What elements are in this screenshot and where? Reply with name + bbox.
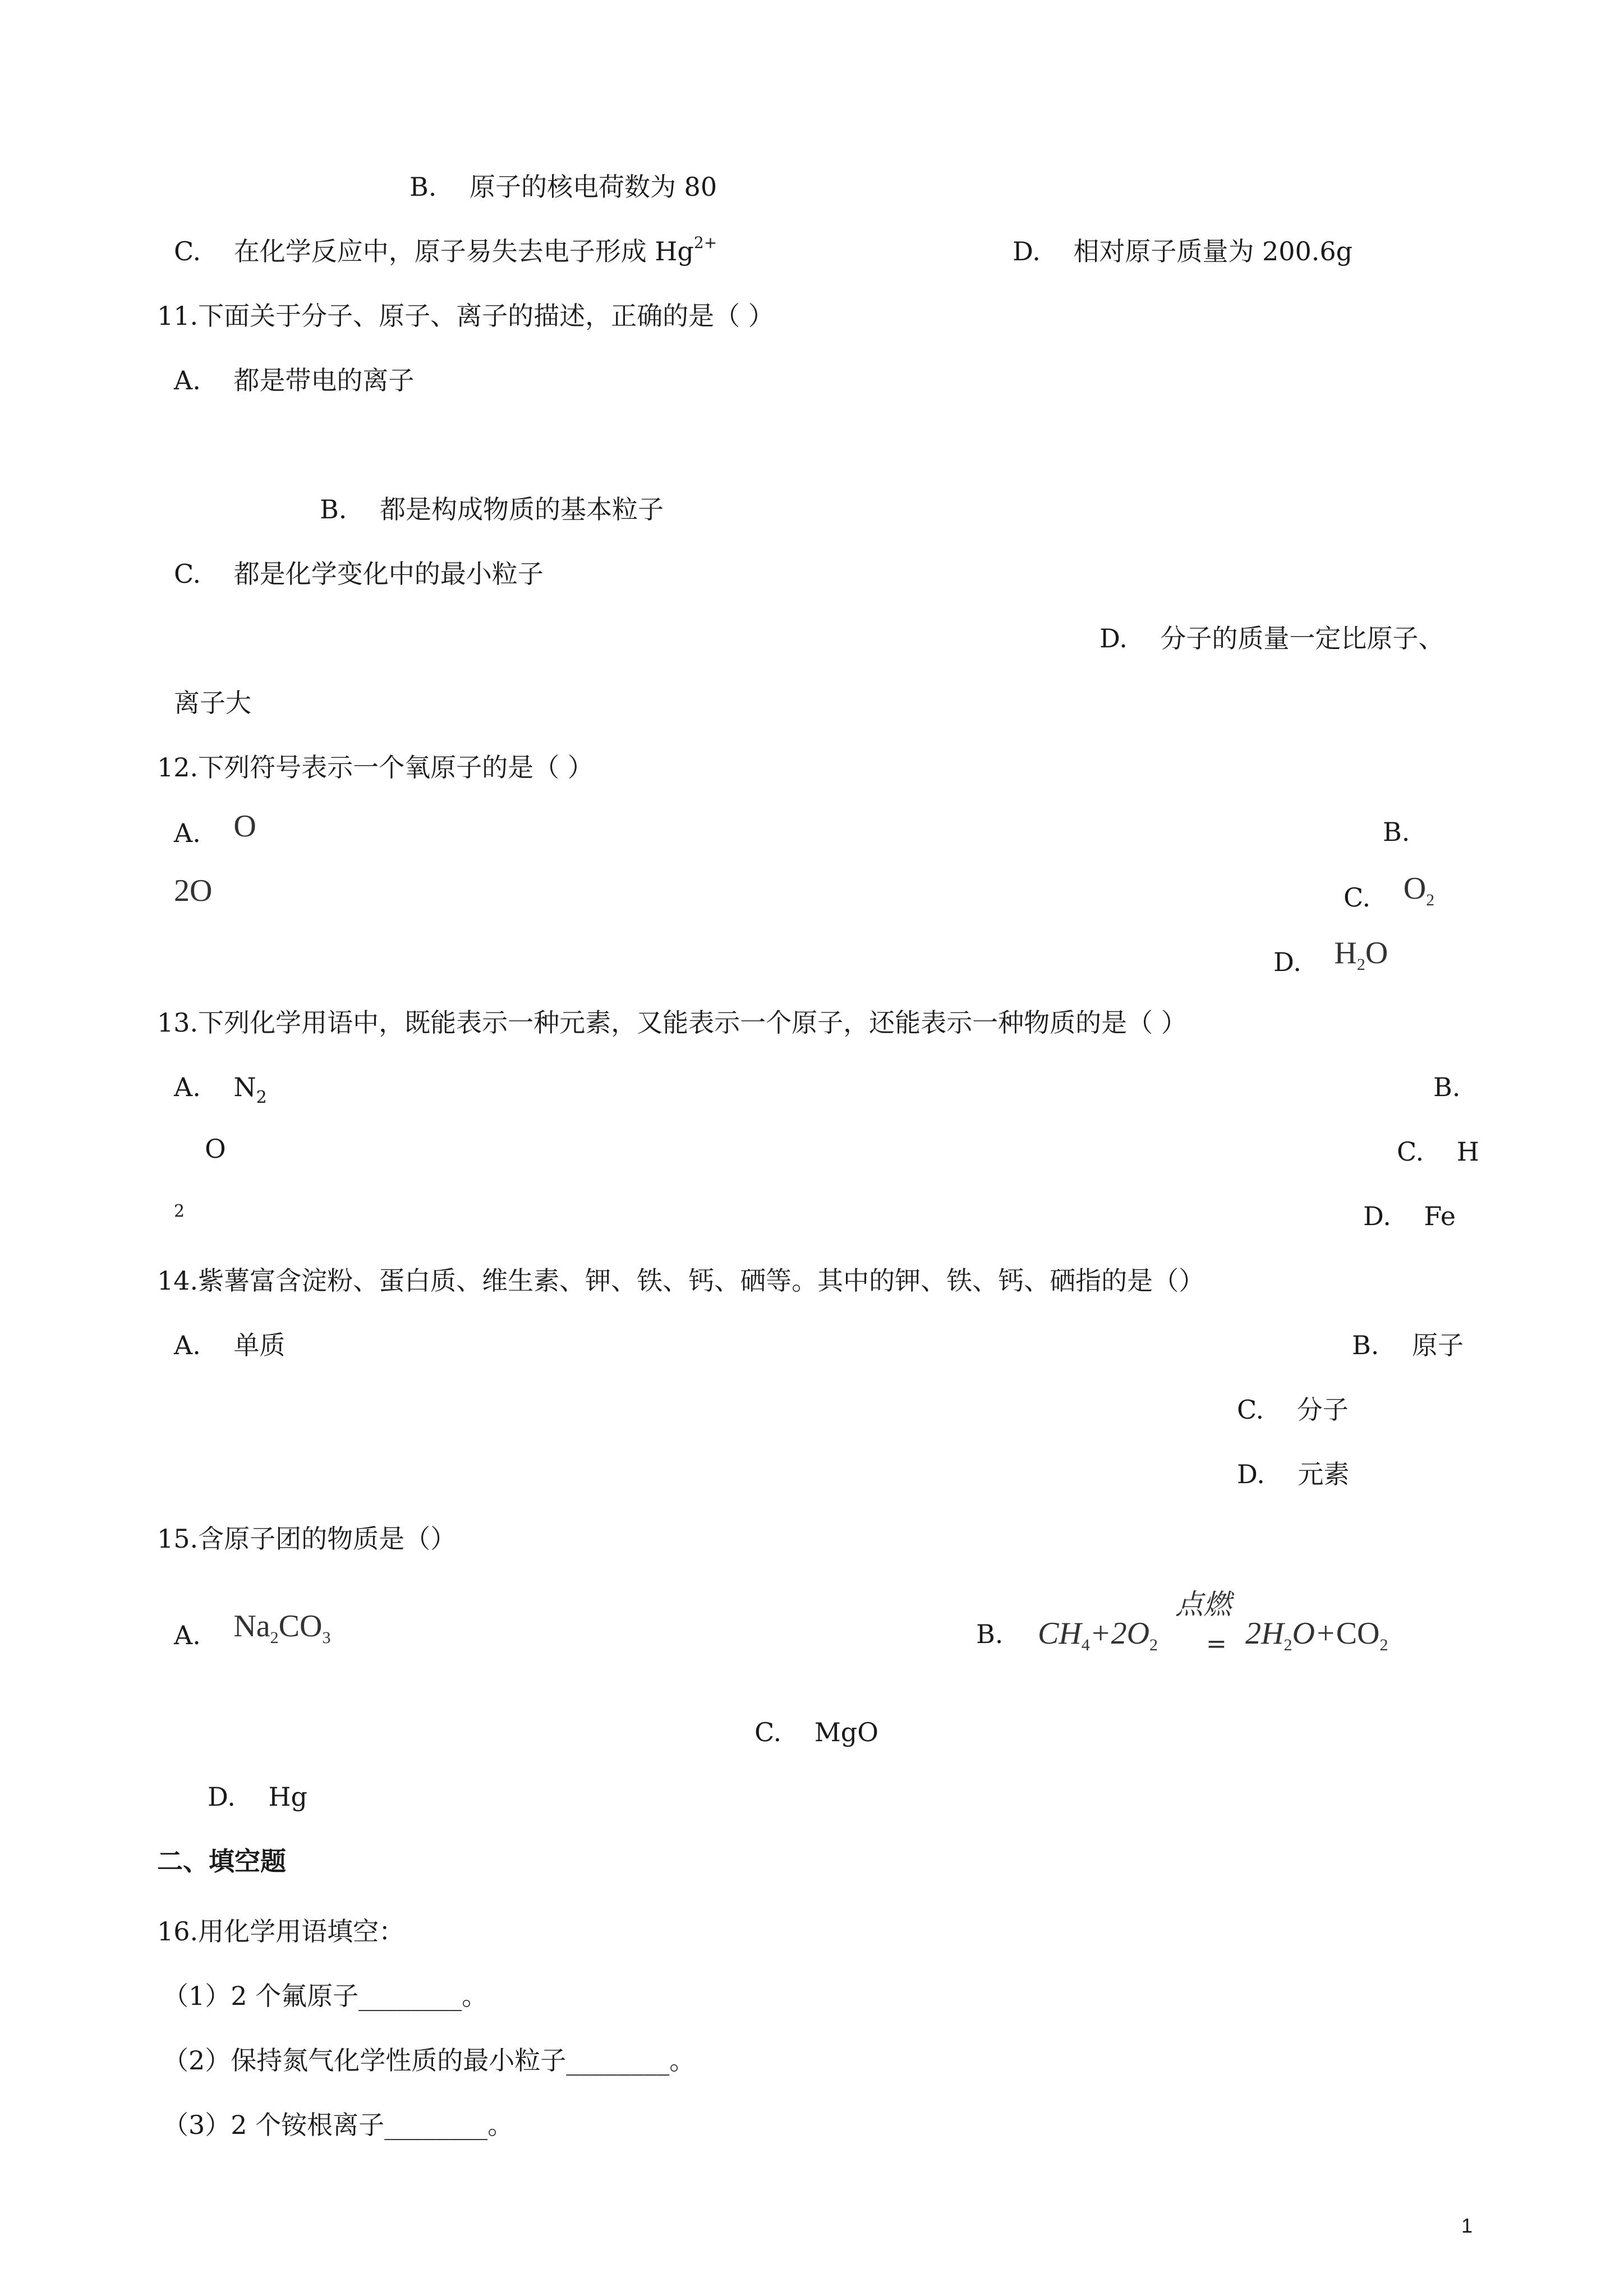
q13-stem: 13.下列化学用语中，既能表示一种元素，又能表示一个原子，还能表示一种物质的是（ ） <box>157 1007 1187 1038</box>
q10-option-c <box>174 233 717 267</box>
q14-option-a <box>174 1329 285 1361</box>
q14-option-d <box>1237 1458 1349 1490</box>
q12-stem: 12.下列符号表示一个氧原子的是（ ） <box>157 752 594 783</box>
option-letter: C. <box>1397 1137 1424 1167</box>
equals-sign: = <box>1206 1630 1227 1658</box>
q12-option-b-formula: 2O <box>174 873 213 908</box>
products: $2H_2O+CO_2$ <box>1245 1616 1388 1654</box>
q11-stem: 11.下面关于分子、原子、离子的描述，正确的是（ ） <box>157 301 774 331</box>
option-letter: A. <box>174 1620 201 1650</box>
q12-option-d <box>1273 936 1388 978</box>
option-letter: C. <box>174 236 201 266</box>
option-letter: D. <box>1273 947 1301 977</box>
formula-image: $O_2$ <box>1403 871 1435 909</box>
option-letter: B. <box>320 494 347 524</box>
subscript: 2 <box>256 1088 267 1107</box>
option-text: 都是带电的离子 <box>233 365 415 395</box>
option-text: N <box>233 1072 256 1102</box>
q11-option-b <box>320 494 664 525</box>
formula-image: O <box>233 809 256 844</box>
option-text: Fe <box>1424 1201 1456 1231</box>
section-title: 二、填空题 <box>157 1846 286 1876</box>
option-letter: B. <box>410 172 437 202</box>
option-text: 元素 <box>1298 1459 1350 1489</box>
q10-option-d <box>1013 236 1352 267</box>
q13-option-b-text: O <box>205 1134 226 1164</box>
q14-option-c <box>1237 1394 1349 1425</box>
formula-image: $H_2O$ <box>1334 936 1388 974</box>
q15-option-a <box>174 1609 331 1651</box>
q11-option-d-continued: 离子大 <box>174 688 251 718</box>
formula-image: $Na_2CO_3$ <box>233 1609 331 1647</box>
option-text: 都是化学变化中的最小粒子 <box>233 559 544 589</box>
option-text: Hg <box>268 1782 307 1812</box>
q11-option-a <box>174 365 414 396</box>
q16-part-2: （2）保持氮气化学性质的最小粒子________。 <box>163 2045 696 2076</box>
option-text: 原子的核电荷数为 80 <box>469 172 717 202</box>
q12-option-b-letter: B. <box>1383 817 1410 847</box>
q10-option-b <box>410 171 717 203</box>
q15-stem: 15.含原子团的物质是（） <box>157 1524 457 1554</box>
q16-stem: 16.用化学用语填空： <box>157 1916 405 1947</box>
option-text: 在化学反应中，原子易失去电子形成 Hg <box>233 236 694 266</box>
option-letter: A. <box>174 1072 201 1102</box>
option-letter: D. <box>1013 236 1041 266</box>
q16-part-3: （3）2 个铵根离子________。 <box>163 2110 514 2140</box>
option-text: 原子 <box>1411 1330 1464 1360</box>
q15-option-b-equation <box>1038 1582 1430 1672</box>
option-text: 相对原子质量为 200.6g <box>1073 236 1353 266</box>
option-letter: D. <box>1099 623 1128 654</box>
q12-option-a <box>174 809 256 849</box>
option-letter: B. <box>1352 1330 1379 1360</box>
ion-charge: 2+ <box>693 233 717 252</box>
option-letter: C. <box>1344 882 1371 913</box>
q16-part-1: （1）2 个氟原子________。 <box>163 1981 488 2011</box>
q14-option-b <box>1352 1329 1464 1361</box>
option-text: H <box>1456 1137 1479 1167</box>
option-letter: D. <box>208 1782 236 1812</box>
option-letter: D. <box>1363 1201 1391 1231</box>
option-text: 都是构成物质的基本粒子 <box>379 494 664 524</box>
option-text: MgO <box>814 1717 878 1747</box>
option-letter: C. <box>174 559 201 589</box>
q15-option-b-letter: B. <box>976 1619 1004 1649</box>
q15-option-d <box>208 1781 307 1812</box>
option-letter: A. <box>174 365 201 395</box>
reactants: $CH_4+2O_2$ <box>1038 1616 1158 1654</box>
q13-option-c <box>1397 1136 1479 1167</box>
q14-stem: 14.紫薯富含淀粉、蛋白质、维生素、钾、铁、钙、硒等。其中的钾、铁、钙、硒指的是（） <box>157 1266 1205 1296</box>
q11-option-d <box>1099 623 1444 654</box>
q13-option-b-subscript: 2 <box>174 1202 185 1221</box>
option-letter: C. <box>1237 1395 1264 1425</box>
q15-option-c <box>755 1717 878 1748</box>
option-text: 分子的质量一定比原子、 <box>1160 623 1444 654</box>
page-number: 1 <box>1461 2214 1473 2237</box>
option-letter: A. <box>174 818 201 848</box>
option-text: 分子 <box>1296 1395 1349 1425</box>
q13-option-b-letter: B. <box>1433 1072 1461 1102</box>
option-text: 单质 <box>233 1330 286 1360</box>
q13-option-a <box>174 1071 267 1107</box>
q12-option-c <box>1344 871 1435 913</box>
option-letter: A. <box>174 1330 201 1360</box>
q11-option-c <box>174 558 544 590</box>
option-letter: C. <box>755 1717 782 1747</box>
reaction-condition: 点燃 <box>1175 1588 1231 1621</box>
option-letter: D. <box>1237 1459 1265 1489</box>
q13-option-d <box>1363 1200 1456 1232</box>
